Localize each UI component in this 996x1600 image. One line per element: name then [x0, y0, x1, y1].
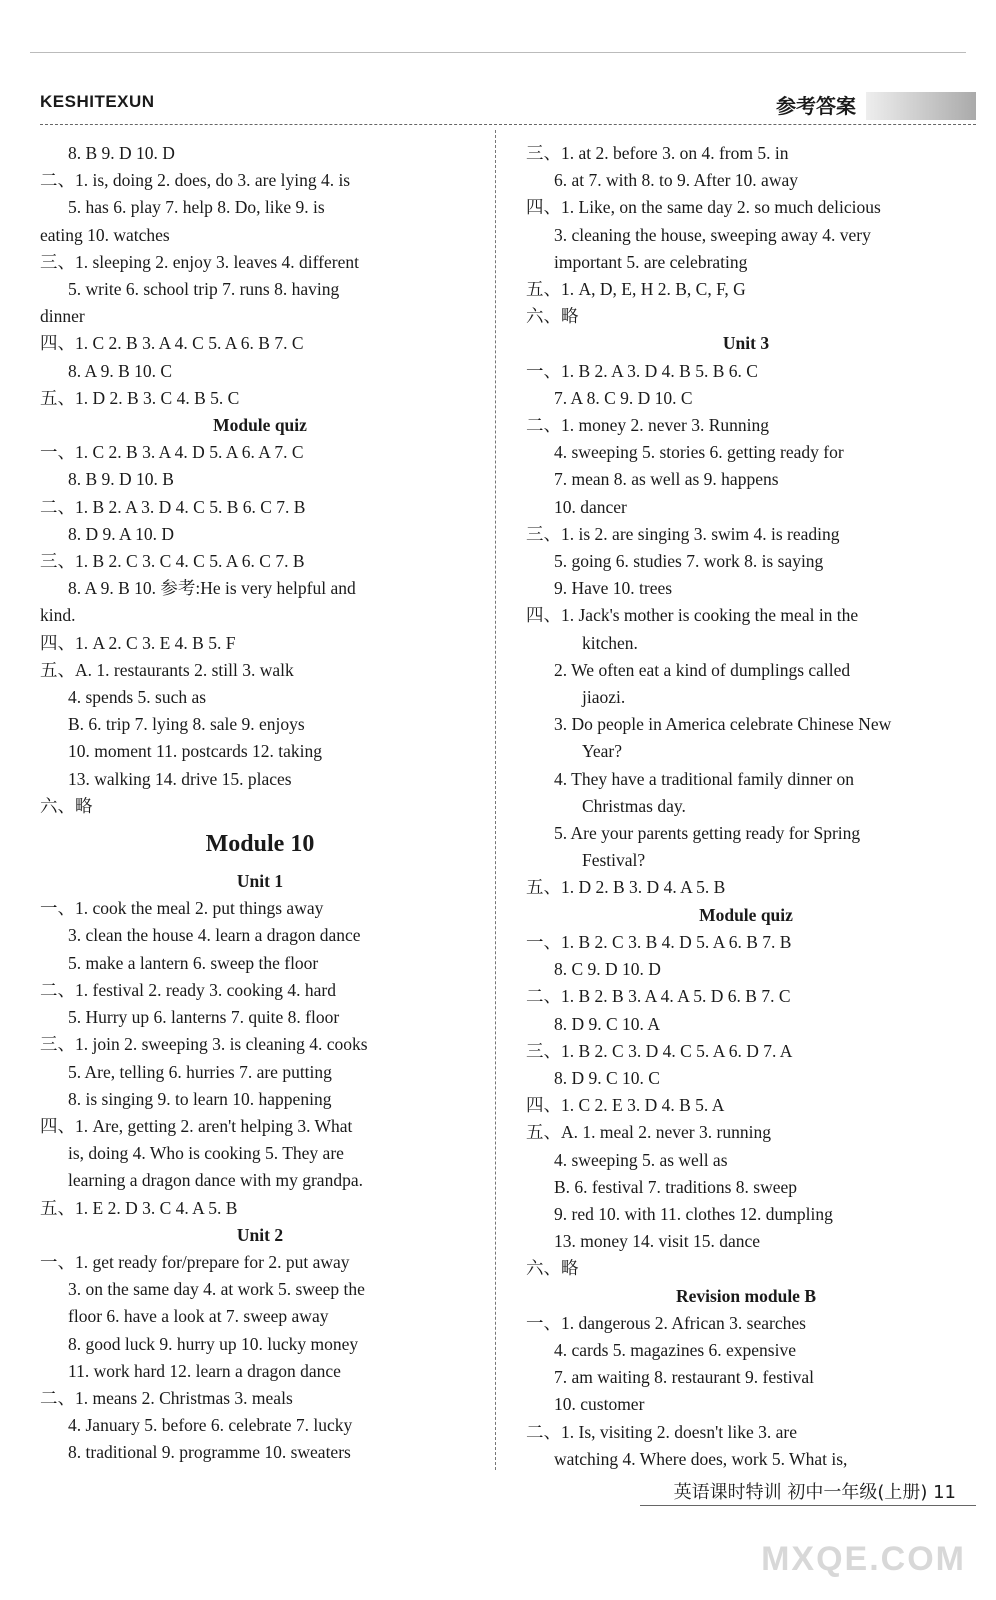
answer-line: jiaozi.: [582, 687, 626, 708]
answer-line: 一、1. B 2. A 3. D 4. B 5. B 6. C: [526, 360, 758, 381]
answer-line: 10. dancer: [554, 496, 627, 517]
answer-line: 五、1. D 2. B 3. C 4. B 5. C: [40, 387, 240, 408]
answer-line: 8. D 9. A 10. D: [68, 523, 174, 544]
answer-line: 13. walking 14. drive 15. places: [68, 768, 292, 789]
header-decor-bar: [866, 92, 976, 120]
answer-line: 8. C 9. D 10. D: [554, 959, 661, 980]
section-heading: Module quiz: [699, 904, 793, 925]
answer-line: 4. cards 5. magazines 6. expensive: [554, 1339, 797, 1360]
unit-heading: Unit 2: [236, 1224, 284, 1245]
answer-line: 二、1. means 2. Christmas 3. meals: [40, 1387, 293, 1408]
answer-line: 4. sweeping 5. stories 6. getting ready for: [554, 442, 844, 463]
answer-line: 13. money 14. visit 15. dance: [554, 1231, 761, 1252]
answer-line: learning a dragon dance with my grandpa.: [68, 1170, 363, 1191]
answer-line: 4. spends 5. such as: [68, 687, 207, 708]
answer-line: eating 10. watches: [40, 224, 170, 245]
answer-line: 8. good luck 9. hurry up 10. lucky money: [68, 1333, 359, 1354]
answer-line: 5. has 6. play 7. help 8. Do, like 9. is: [68, 197, 325, 218]
answer-line: floor 6. have a look at 7. sweep away: [68, 1306, 329, 1327]
answer-line: 一、1. dangerous 2. African 3. searches: [526, 1312, 806, 1333]
answer-line: 8. A 9. B 10. C: [68, 360, 173, 381]
answer-line: 4. They have a traditional family dinner on: [554, 768, 855, 789]
footer-rule: [640, 1505, 976, 1506]
answer-line: 四、1. C 2. E 3. D 4. B 5. A: [526, 1095, 725, 1116]
answer-line: 5. going 6. studies 7. work 8. is saying: [554, 551, 824, 572]
answer-line: 三、1. sleeping 2. enjoy 3. leaves 4. different: [40, 251, 359, 272]
answer-line: 5. Hurry up 6. lanterns 7. quite 8. floor: [68, 1007, 340, 1028]
answer-line: 8. is singing 9. to learn 10. happening: [68, 1088, 332, 1109]
section-heading: Revision module B: [675, 1285, 817, 1306]
answer-line: Year?: [582, 741, 623, 762]
answer-line: watching 4. Where does, work 5. What is,: [554, 1448, 848, 1469]
answer-line: 二、1. Is, visiting 2. doesn't like 3. are: [526, 1421, 797, 1442]
right-column: [526, 140, 966, 1473]
answer-line: 3. clean the house 4. learn a dragon dance: [68, 925, 361, 946]
answer-line: 三、1. B 2. C 3. C 4. C 5. A 6. C 7. B: [40, 551, 305, 572]
footer-title: 英语课时特训 初中一年级(上册) 11: [673, 1482, 956, 1503]
answer-line: 8. B 9. D 10. D: [68, 143, 175, 163]
answer-line: 7. mean 8. as well as 9. happens: [554, 469, 779, 490]
answer-line: 三、1. join 2. sweeping 3. is cleaning 4. cooks: [40, 1034, 368, 1055]
answer-line: 9. red 10. with 11. clothes 12. dumpling: [554, 1203, 833, 1224]
header-title: 参考答案: [776, 94, 856, 118]
answer-line: important 5. are celebrating: [554, 251, 748, 272]
header-divider: [40, 124, 976, 125]
answer-line: kitchen.: [582, 632, 638, 653]
answer-line: 4. January 5. before 6. celebrate 7. lucky: [68, 1415, 353, 1436]
header-brand: KESHITEXUN: [40, 92, 155, 111]
unit-heading: Unit 3: [722, 333, 770, 354]
answer-line: 二、1. B 2. B 3. A 4. A 5. D 6. B 7. C: [526, 986, 791, 1007]
answer-line: 一、1. C 2. B 3. A 4. D 5. A 6. A 7. C: [40, 442, 304, 463]
answer-line: 三、1. B 2. C 3. D 4. C 5. A 6. D 7. A: [526, 1040, 793, 1061]
answer-line: 5. make a lantern 6. sweep the floor: [68, 952, 319, 973]
module-heading: Module 10: [205, 831, 315, 858]
answer-line: Christmas day.: [582, 795, 686, 816]
answer-line: Festival?: [582, 850, 646, 871]
answer-line: 7. A 8. C 9. D 10. C: [554, 387, 693, 408]
answer-line: 三、1. is 2. are singing 3. swim 4. is reading: [526, 523, 840, 544]
answer-line: 8. D 9. C 10. C: [554, 1067, 660, 1088]
answer-line: is, doing 4. Who is cooking 5. They are: [68, 1143, 344, 1164]
watermark-logo: MXQE.COM: [761, 1540, 966, 1578]
answer-line: 11. work hard 12. learn a dragon dance: [68, 1360, 341, 1381]
answer-line: 五、A. 1. restaurants 2. still 3. walk: [40, 659, 294, 680]
answer-line: 四、1. Like, on the same day 2. so much delicious: [526, 197, 881, 218]
answer-line: B. 6. trip 7. lying 8. sale 9. enjoys: [68, 714, 305, 735]
section-heading: Module quiz: [213, 415, 307, 436]
answer-line: 四、1. Are, getting 2. aren't helping 3. What: [40, 1115, 353, 1136]
answer-line: 一、1. B 2. C 3. B 4. D 5. A 6. B 7. B: [526, 931, 792, 952]
answer-line: 二、1. money 2. never 3. Running: [526, 415, 770, 436]
answer-line: 5. Are your parents getting ready for Spring: [554, 823, 861, 844]
answer-line: 4. sweeping 5. as well as: [554, 1149, 728, 1170]
answer-line: 二、1. is, doing 2. does, do 3. are lying 4. is: [40, 170, 351, 191]
answer-line: 6. at 7. with 8. to 9. After 10. away: [554, 170, 798, 191]
answer-line: 六、略: [40, 795, 93, 816]
answer-line: 六、略: [526, 306, 579, 327]
answer-line: 六、略: [526, 1258, 579, 1279]
answer-line: 五、1. E 2. D 3. C 4. A 5. B: [40, 1197, 238, 1218]
unit-heading: Unit 1: [236, 871, 284, 892]
answer-line: 5. Are, telling 6. hurries 7. are putting: [68, 1061, 332, 1082]
answer-line: 8. B 9. D 10. B: [68, 469, 174, 490]
answer-line: 8. traditional 9. programme 10. sweaters: [68, 1442, 351, 1463]
answer-line: 10. moment 11. postcards 12. taking: [68, 741, 323, 762]
answer-line: dinner: [40, 306, 85, 327]
column-divider: [495, 130, 496, 1470]
answer-line: 三、1. at 2. before 3. on 4. from 5. in: [526, 143, 789, 163]
answer-line: 2. We often eat a kind of dumplings called: [554, 659, 851, 680]
answer-line: 一、1. get ready for/prepare for 2. put away: [40, 1251, 350, 1272]
answer-line: kind.: [40, 605, 76, 626]
answer-line: 5. write 6. school trip 7. runs 8. having: [68, 279, 340, 300]
answer-line: 3. on the same day 4. at work 5. sweep the: [68, 1279, 365, 1300]
answer-line: 五、1. A, D, E, H 2. B, C, F, G: [526, 279, 746, 300]
answer-line: 五、1. D 2. B 3. D 4. A 5. B: [526, 877, 726, 898]
page-top-edge: [30, 52, 966, 53]
answer-line: 8. D 9. C 10. A: [554, 1013, 660, 1034]
answer-line: 四、1. A 2. C 3. E 4. B 5. F: [40, 632, 236, 653]
left-column: [40, 140, 480, 1467]
answer-line: 3. cleaning the house, sweeping away 4. very: [554, 224, 871, 245]
answer-line: 二、1. B 2. A 3. D 4. C 5. B 6. C 7. B: [40, 496, 306, 517]
answer-line: 10. customer: [554, 1394, 645, 1415]
answer-line: 3. Do people in America celebrate Chinese New: [554, 714, 892, 735]
answer-line: 9. Have 10. trees: [554, 578, 673, 599]
answer-line: 二、1. festival 2. ready 3. cooking 4. hard: [40, 979, 336, 1000]
answer-line: 8. A 9. B 10. 参考:He is very helpful and: [68, 578, 356, 599]
answer-line: 四、1. C 2. B 3. A 4. C 5. A 6. B 7. C: [40, 333, 304, 354]
answer-line: 一、1. cook the meal 2. put things away: [40, 898, 324, 919]
answer-line: B. 6. festival 7. traditions 8. sweep: [554, 1176, 798, 1197]
answer-line: 四、1. Jack's mother is cooking the meal in the: [526, 605, 859, 626]
answer-line: 7. am waiting 8. restaurant 9. festival: [554, 1367, 814, 1388]
answer-line: 五、A. 1. meal 2. never 3. running: [526, 1122, 771, 1143]
